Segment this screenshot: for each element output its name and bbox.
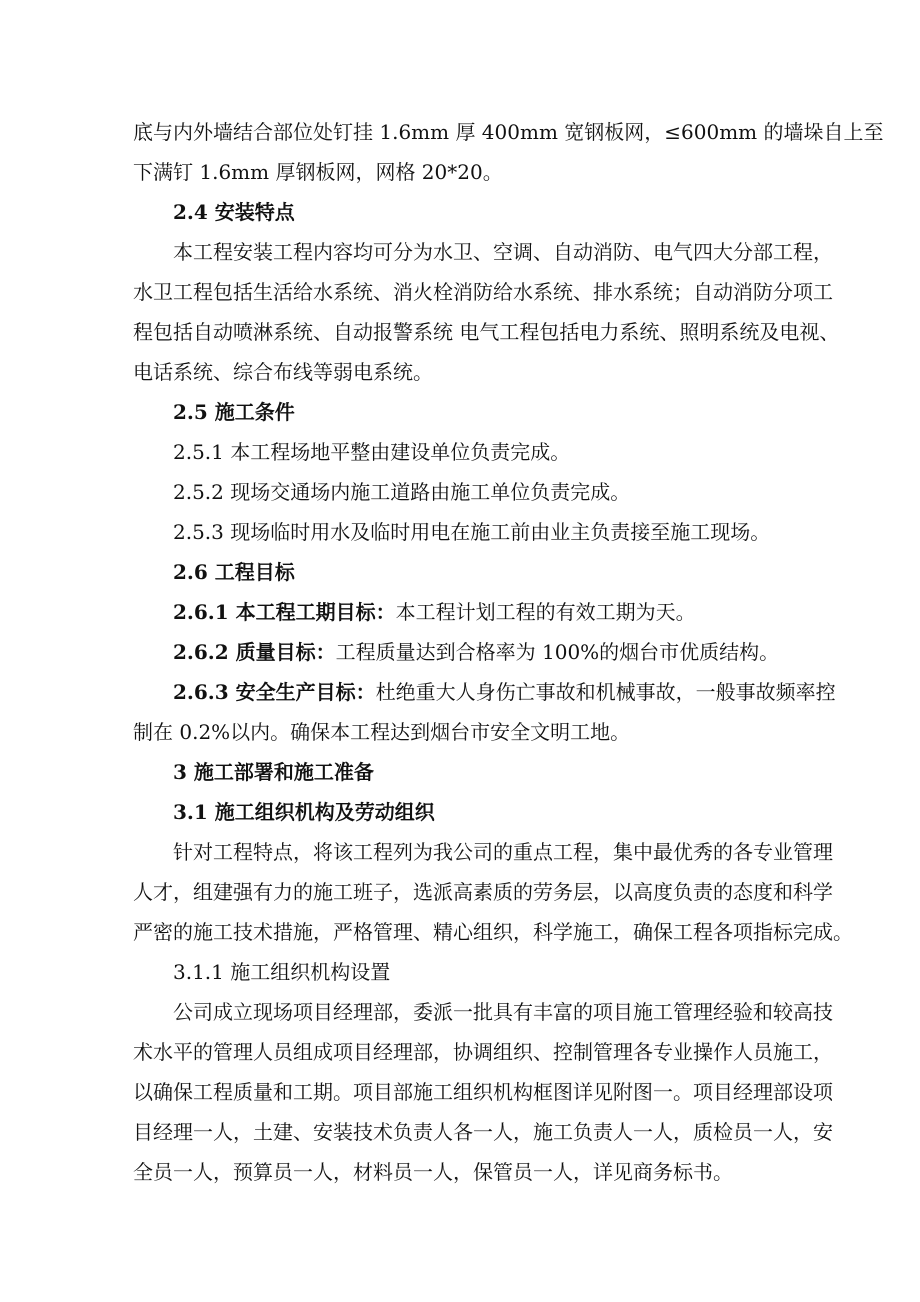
section-heading-3-1: 3.1 施工组织机构及劳动组织 (173, 800, 435, 824)
paragraph-line: 针对工程特点，将该工程列为我公司的重点工程，集中最优秀的各专业管理 (173, 840, 833, 864)
section-heading-3: 3 施工部署和施工准备 (173, 760, 374, 784)
section-heading-2-5: 2.5 施工条件 (173, 400, 295, 424)
paragraph-line: 目经理一人，土建、安装技术负责人各一人，施工负责人一人，质检员一人，安 (133, 1120, 833, 1144)
section-heading-2-4: 2.4 安装特点 (173, 200, 295, 224)
target-item (173, 638, 779, 666)
paragraph-line: 公司成立现场项目经理部，委派一批具有丰富的项目施工管理经验和较高技 (173, 1000, 833, 1024)
target-item (173, 598, 696, 626)
list-item: 2.5.1 本工程场地平整由建设单位负责完成。 (173, 440, 571, 464)
paragraph-line: 以确保工程质量和工期。项目部施工组织机构框图详见附图一。项目经理部设项 (133, 1080, 833, 1104)
section-heading-3-1-1: 3.1.1 施工组织机构设置 (173, 960, 391, 984)
paragraph-line: 底与内外墙结合部位处钉挂 1.6mm 厚 400mm 宽钢板网，≤600mm 的墙垛自上至 (133, 120, 884, 144)
paragraph-line: 全员一人，预算员一人，材料员一人，保管员一人，详见商务标书。 (133, 1160, 733, 1184)
target-text: 本工程计划工程的有效工期为天。 (395, 600, 696, 624)
section-heading-2-6: 2.6 工程目标 (173, 560, 295, 584)
paragraph-line: 程包括自动喷淋系统、自动报警系统 电气工程包括电力系统、照明系统及电视、 (133, 320, 840, 344)
paragraph-line: 下满钉 1.6mm 厚钢板网，网格 20*20。 (133, 160, 503, 184)
target-label: 2.6.2 质量目标： (173, 640, 336, 664)
paragraph-line: 术水平的管理人员组成项目经理部，协调组织、控制管理各专业操作人员施工， (133, 1040, 833, 1064)
list-item: 2.5.2 现场交通场内施工道路由施工单位负责完成。 (173, 480, 631, 504)
paragraph-line: 人才，组建强有力的施工班子，选派高素质的劳务层，以高度负责的态度和科学 (133, 880, 833, 904)
list-item: 2.5.3 现场临时用水及临时用电在施工前由业主负责接至施工现场。 (173, 520, 771, 544)
target-text: 工程质量达到合格率为 100%的烟台市优质结构。 (335, 640, 780, 664)
target-label: 2.6.1 本工程工期目标： (173, 600, 396, 624)
target-text: 杜绝重大人身伤亡事故和机械事故，一般事故频率控 (375, 680, 836, 704)
paragraph-line: 本工程安装工程内容均可分为水卫、空调、自动消防、电气四大分部工程， (173, 240, 833, 264)
target-label: 2.6.3 安全生产目标： (173, 680, 376, 704)
paragraph-line: 制在 0.2%以内。确保本工程达到烟台市安全文明工地。 (133, 720, 631, 744)
paragraph-line: 严密的施工技术措施，严格管理、精心组织，科学施工，确保工程各项指标完成。 (133, 920, 853, 944)
target-item (173, 678, 836, 706)
paragraph-line: 水卫工程包括生活给水系统、消火栓消防给水系统、排水系统；自动消防分项工 (133, 280, 833, 304)
paragraph-line: 电话系统、综合布线等弱电系统。 (133, 360, 433, 384)
